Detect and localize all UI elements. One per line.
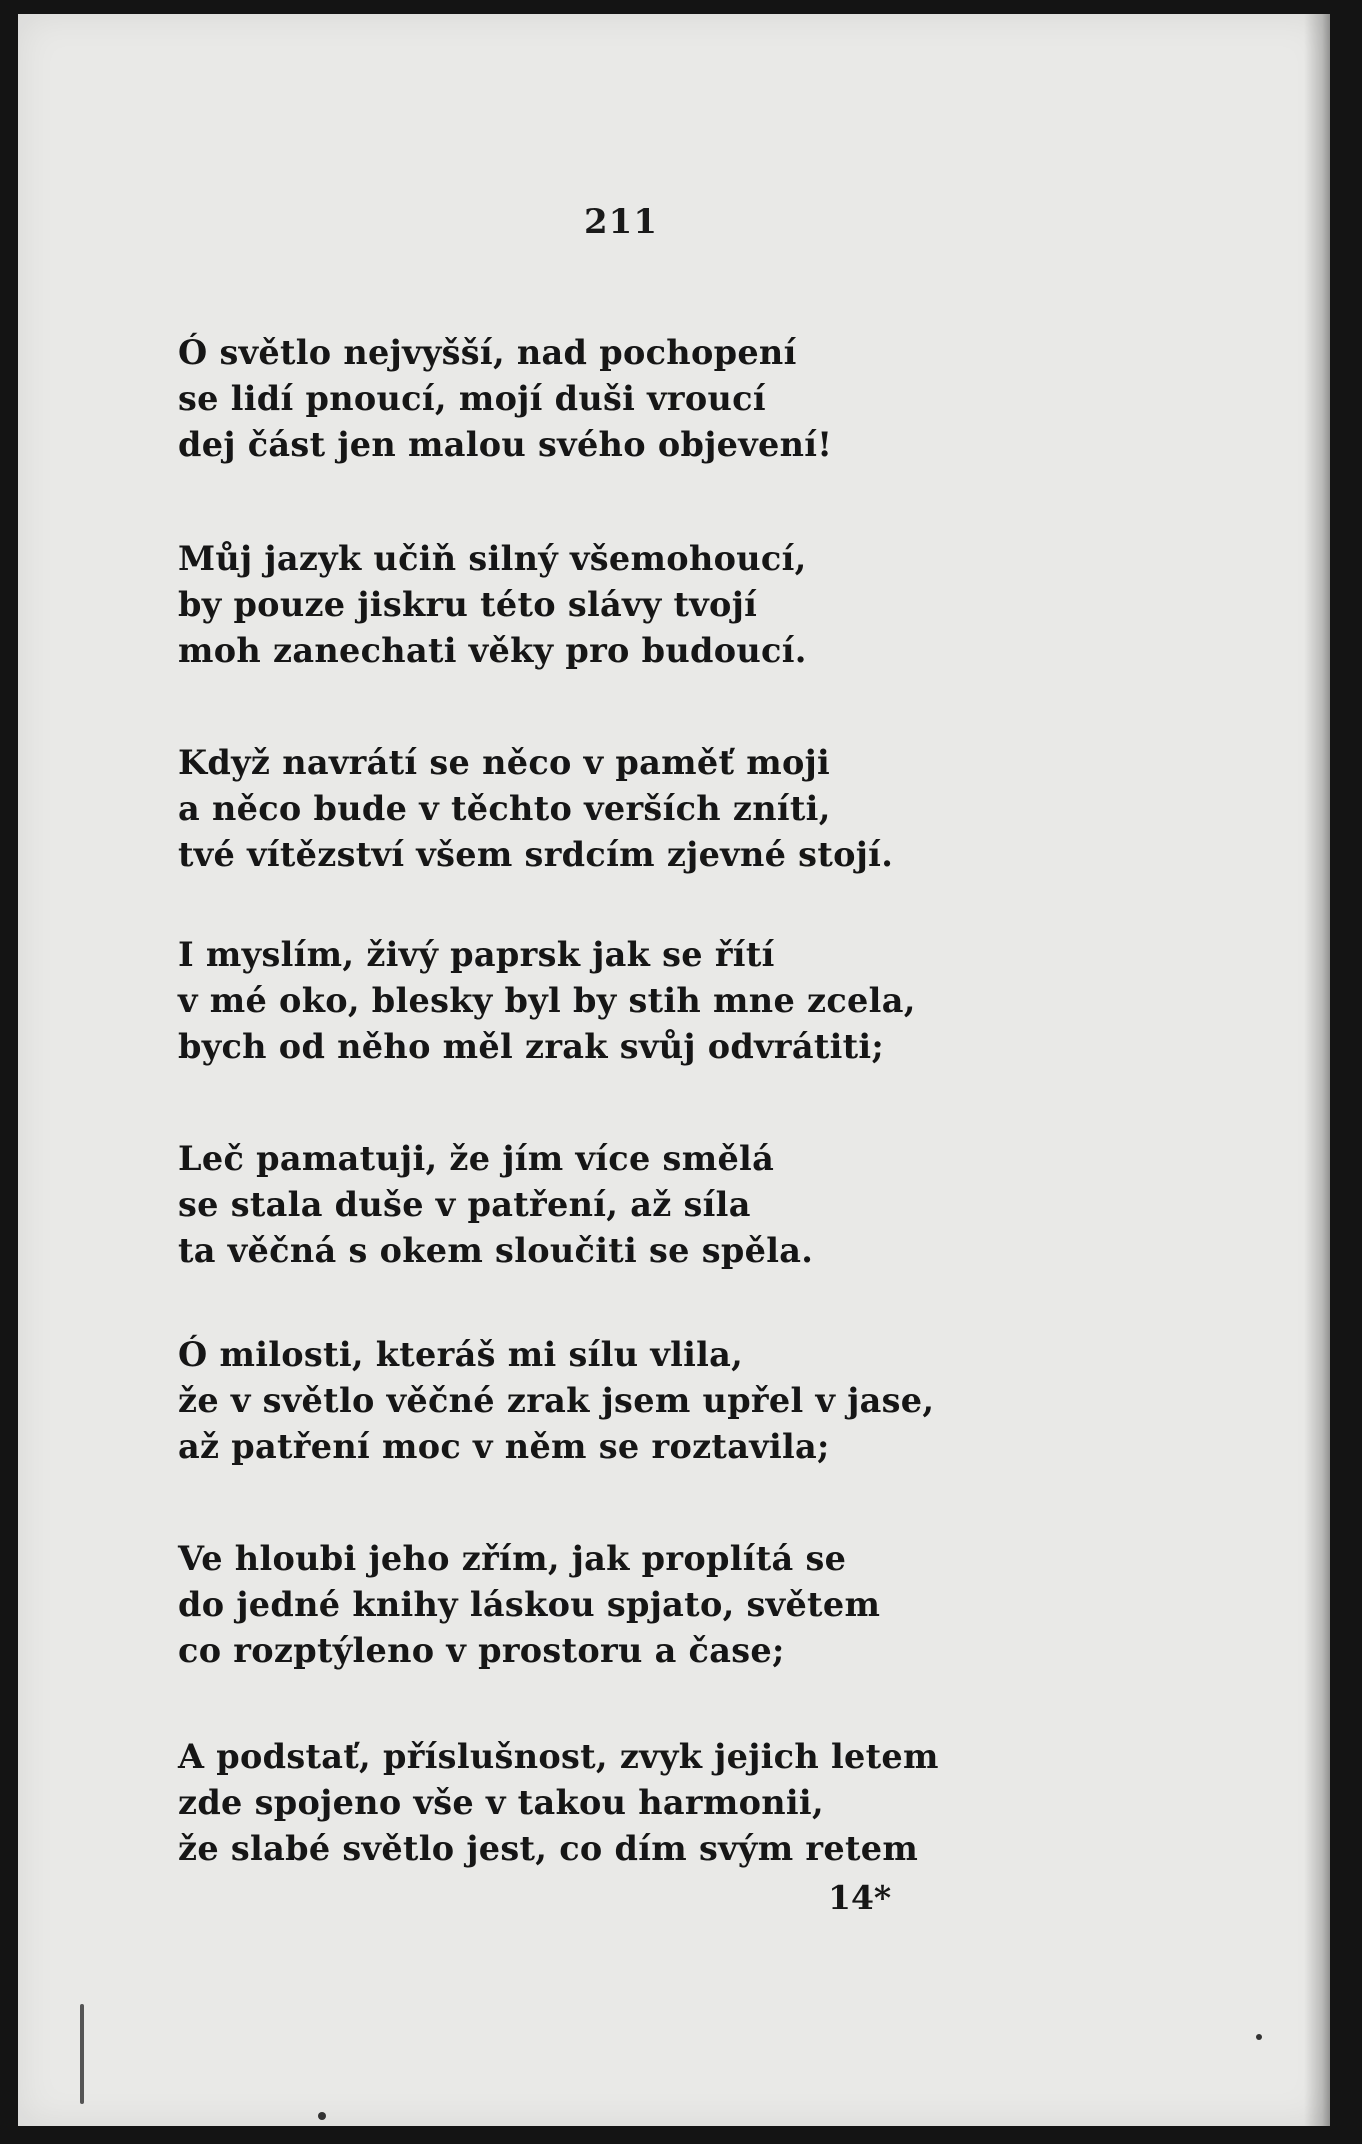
verse-line: Když navrátí se něco v paměť moji (178, 743, 831, 782)
verse-line: Ve hloubi jeho zřím, jak proplítá se (178, 1539, 847, 1578)
print-speck (318, 2112, 326, 2120)
verse-line: I myslím, živý paprsk jak se řítí (178, 935, 775, 974)
print-smudge (80, 2004, 84, 2104)
stanza-7 (178, 1536, 1038, 1674)
stanza-8 (178, 1734, 1038, 1872)
verse-line: co rozptýleno v prostoru a čase; (178, 1631, 785, 1670)
verse-line: Můj jazyk učiň silný všemohoucí, (178, 539, 807, 578)
verse-line: že slabé světlo jest, co dím svým retem (178, 1829, 919, 1868)
verse-line: v mé oko, blesky byl by stih mne zcela, (178, 981, 916, 1020)
verse-line: a něco bude v těchto verších zníti, (178, 789, 831, 828)
verse-line: bych od něho měl zrak svůj odvrátiti; (178, 1027, 885, 1066)
verse-line: dej část jen malou svého objevení! (178, 425, 833, 464)
verse-line: zde spojeno vše v takou harmonii, (178, 1783, 824, 1822)
verse-line: do jedné knihy láskou spjato, světem (178, 1585, 881, 1624)
verse-line: se lidí pnoucí, mojí duši vroucí (178, 379, 766, 418)
book-page (18, 14, 1330, 2126)
verse-line: že v světlo věčné zrak jsem upřel v jase, (178, 1381, 935, 1420)
signature-mark: 14* (828, 1878, 892, 1917)
stanza-4 (178, 932, 1038, 1070)
page-number: 211 (584, 202, 658, 242)
verse-line: tvé vítězství všem srdcím zjevné stojí. (178, 835, 894, 874)
verse-line: ta věčná s okem sloučiti se spěla. (178, 1231, 814, 1270)
stanza-3 (178, 740, 1038, 878)
verse-line: se stala duše v patření, až síla (178, 1185, 751, 1224)
verse-line: Ó světlo nejvyšší, nad pochopení (178, 333, 797, 372)
verse-line: až patření moc v něm se roztavila; (178, 1427, 830, 1466)
page-spine-shadow (1304, 14, 1330, 2126)
stanza-1 (178, 330, 1038, 468)
verse-line: Leč pamatuji, že jím více smělá (178, 1139, 775, 1178)
verse-line: Ó milosti, kteráš mi sílu vlila, (178, 1335, 744, 1374)
stanza-2 (178, 536, 1038, 674)
verse-line: by pouze jiskru této slávy tvojí (178, 585, 758, 624)
verse-line: moh zanechati věky pro budoucí. (178, 631, 807, 670)
stanza-6 (178, 1332, 1038, 1470)
stanza-5 (178, 1136, 1038, 1274)
print-speck (1256, 2034, 1262, 2040)
verse-line: A podstať, příslušnost, zvyk jejich letem (178, 1737, 939, 1776)
